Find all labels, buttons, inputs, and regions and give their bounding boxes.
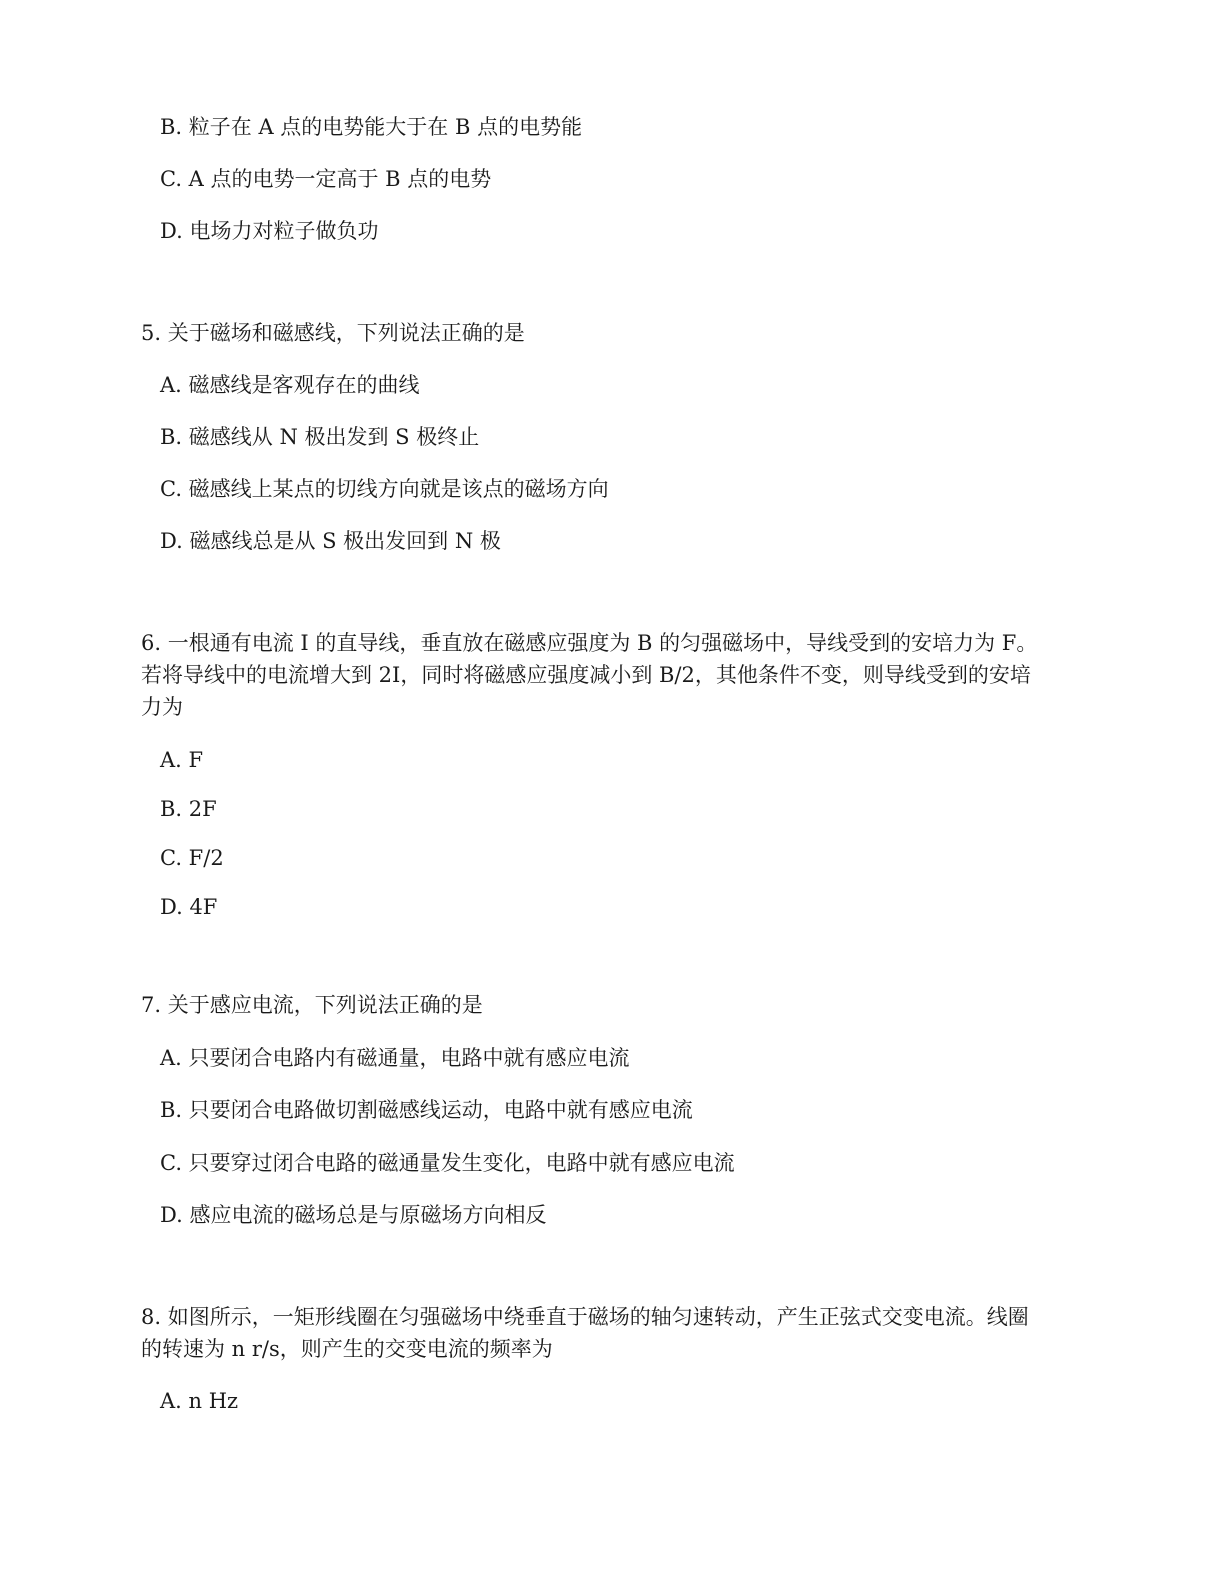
q6-option-b: B. 2F	[160, 797, 217, 821]
q6-stem-line-2: 若将导线中的电流增大到 2I，同时将磁感应强度减小到 B/2，其他条件不变，则导线受到的安培	[141, 663, 1031, 687]
q6-option-c: C. F/2	[160, 846, 224, 870]
q7-option-a: A. 只要闭合电路内有磁通量，电路中就有感应电流	[160, 1046, 630, 1070]
q7-option-c: C. 只要穿过闭合电路的磁通量发生变化，电路中就有感应电流	[160, 1151, 735, 1175]
q8-stem-line-1: 8. 如图所示，一矩形线圈在匀强磁场中绕垂直于磁场的轴匀速转动，产生正弦式交变电流。线圈	[141, 1305, 1029, 1329]
q8-stem-line-2: 的转速为 n r/s，则产生的交变电流的频率为	[141, 1337, 553, 1361]
q7-option-b: B. 只要闭合电路做切割磁感线运动，电路中就有感应电流	[160, 1098, 693, 1122]
q6-stem-line-3: 力为	[141, 695, 183, 719]
q6-option-d: D. 4F	[160, 895, 218, 919]
q7-stem: 7. 关于感应电流，下列说法正确的是	[141, 993, 483, 1017]
q5-stem: 5. 关于磁场和磁感线，下列说法正确的是	[141, 321, 525, 345]
q7-option-d: D. 感应电流的磁场总是与原磁场方向相反	[160, 1203, 547, 1227]
q6-option-a: A. F	[160, 748, 204, 772]
q5-option-a: A. 磁感线是客观存在的曲线	[160, 373, 420, 397]
q5-option-d: D. 磁感线总是从 S 极出发回到 N 极	[160, 529, 501, 553]
q8-option-a: A. n Hz	[160, 1389, 239, 1413]
q6-stem-line-1: 6. 一根通有电流 I 的直导线，垂直放在磁感应强度为 B 的匀强磁场中，导线受到的安培力为 F。	[141, 631, 1038, 655]
q4-option-c: C. A 点的电势一定高于 B 点的电势	[160, 167, 492, 191]
q4-option-d: D. 电场力对粒子做负功	[160, 219, 379, 243]
q5-option-b: B. 磁感线从 N 极出发到 S 极终止	[160, 425, 480, 449]
q4-option-b: B. 粒子在 A 点的电势能大于在 B 点的电势能	[160, 115, 583, 139]
q5-option-c: C. 磁感线上某点的切线方向就是该点的磁场方向	[160, 477, 609, 501]
